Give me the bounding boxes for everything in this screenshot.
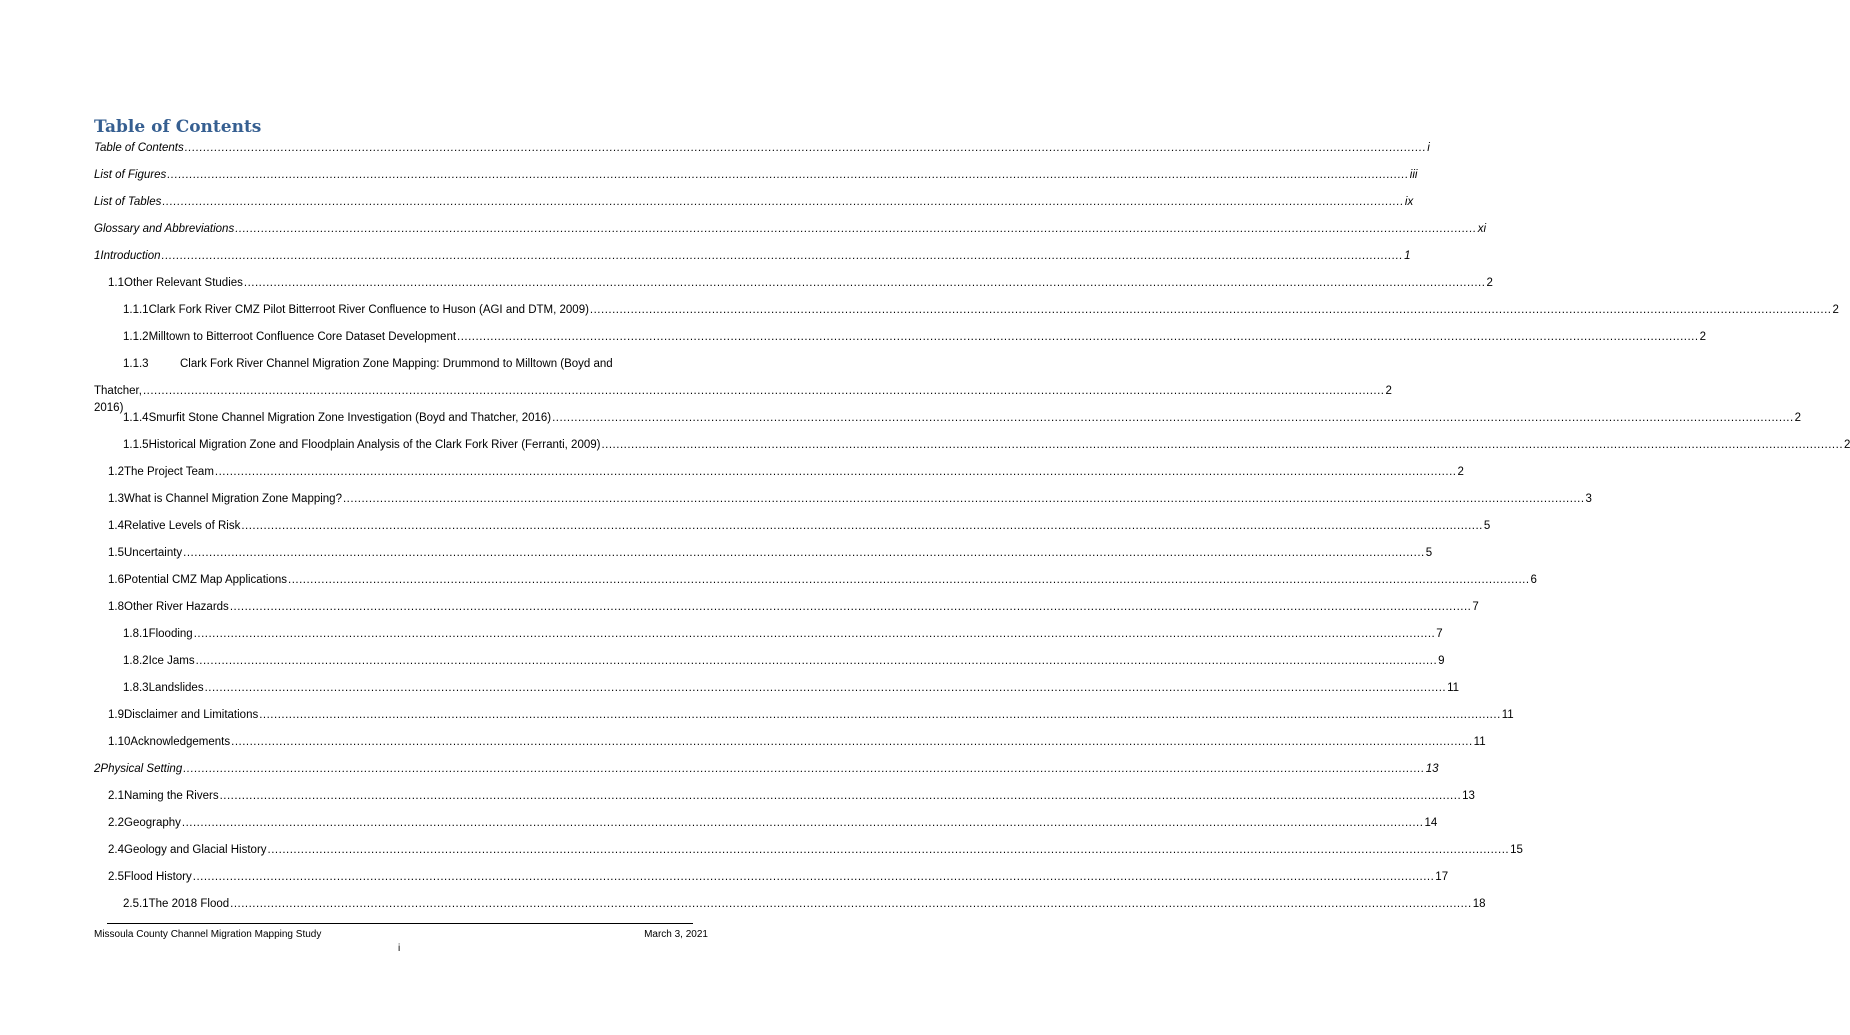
toc-entry-page: 13 (1425, 763, 1439, 775)
toc-entry-page: 11 (1473, 736, 1486, 748)
toc-dot-leader (193, 869, 1435, 886)
toc-entry[interactable] (94, 734, 1486, 761)
toc-dot-leader (220, 788, 1462, 805)
toc-entry[interactable] (94, 518, 1491, 545)
toc-entry-number: 1.8.1 (123, 628, 149, 640)
toc-dot-leader (205, 680, 1447, 697)
toc-dot-leader (235, 221, 1477, 238)
toc-entry-label: Glossary and Abbreviations (94, 223, 235, 235)
footer-page-number: i (398, 943, 401, 954)
toc-entry-page: 2 (1794, 412, 1802, 424)
toc-entry-number: 1.3 (108, 493, 124, 505)
toc-entry-label-continued: Thatcher, 2016) (94, 385, 142, 414)
toc-entry-number: 1.8.2 (123, 655, 149, 667)
toc-dot-leader (162, 248, 1404, 265)
toc-entry-page: 2 (1457, 466, 1464, 478)
toc-entry-number: 1.8 (108, 601, 124, 613)
toc-entry-label: Uncertainty (124, 547, 183, 559)
toc-dot-leader (601, 437, 1843, 454)
toc-entry-number: 1.1.3 (123, 358, 149, 370)
toc-entry[interactable] (94, 842, 1523, 869)
toc-entry-page: 5 (1425, 547, 1433, 559)
toc-entry[interactable] (94, 410, 1802, 437)
toc-entry-number: 1.6 (108, 574, 124, 586)
toc-entry-label: Historical Migration Zone and Floodplain Analysis of the Clark Fork River (Ferranti, 2009) (148, 439, 601, 451)
toc-dot-leader (185, 140, 1427, 157)
toc-entry[interactable] (94, 356, 1392, 414)
toc-entry-number: 2.5.1 (123, 898, 149, 910)
toc-dot-leader (162, 194, 1404, 211)
toc-entry-label: Other Relevant Studies (124, 277, 243, 289)
toc-entry[interactable] (94, 545, 1433, 572)
toc-dot-leader (590, 302, 1832, 319)
toc-entry-number: 1.9 (108, 709, 124, 721)
footer-divider (107, 923, 693, 924)
toc-dot-leader (182, 815, 1424, 832)
toc-entry-label: Disclaimer and Limitations (124, 709, 259, 721)
toc-entry[interactable] (94, 302, 1839, 329)
toc-dot-leader (552, 410, 1794, 427)
toc-entry-page: 14 (1424, 817, 1438, 829)
toc-entry-label: The 2018 Flood (148, 898, 230, 910)
toc-dot-leader (183, 545, 1425, 562)
toc-entry[interactable] (94, 437, 1850, 464)
toc-dot-leader (259, 707, 1501, 724)
toc-entry[interactable] (94, 653, 1445, 680)
toc-entry-page: 7 (1436, 628, 1443, 640)
toc-entry-page: 3 (1585, 493, 1592, 505)
toc-entry-page: 6 (1530, 574, 1537, 586)
toc-entry-page: 2 (1699, 331, 1706, 343)
toc-entry-page: 2 (1486, 277, 1493, 289)
toc-dot-leader (241, 518, 1483, 535)
toc-entry-page: ix (1404, 196, 1414, 208)
toc-dot-leader (230, 599, 1472, 616)
toc-entry[interactable] (94, 815, 1438, 842)
toc-entry[interactable] (94, 248, 1411, 275)
toc-entry-page: 1 (1404, 250, 1411, 262)
toc-entry[interactable] (94, 788, 1475, 815)
toc-entry[interactable] (94, 194, 1414, 221)
page-title: Table of Contents (94, 117, 262, 137)
toc-entry-label: Relative Levels of Risk (124, 520, 241, 532)
toc-dot-leader (194, 626, 1436, 643)
toc-entry-label: Physical Setting (100, 763, 183, 775)
toc-dot-leader (143, 383, 1385, 400)
toc-entry-label: Landslides (148, 682, 204, 694)
toc-entry-page: xi (1477, 223, 1487, 235)
toc-dot-leader (183, 761, 1425, 778)
toc-entry-number: 1.5 (108, 547, 124, 559)
toc-entry-number: 1.2 (108, 466, 124, 478)
toc-entry-number: 1.1.4 (123, 412, 149, 424)
toc-entry-label: Other River Hazards (124, 601, 229, 613)
toc-dot-leader (268, 842, 1510, 859)
toc-entry-number: 1 (94, 250, 101, 262)
toc-entry-label: Geography (124, 817, 181, 829)
toc-dot-leader (230, 896, 1472, 913)
toc-entry-label: Clark Fork River CMZ Pilot Bitterroot River Confluence to Huson (AGI and DTM, 2009) (148, 304, 589, 316)
toc-entry[interactable] (94, 329, 1706, 356)
toc-entry-label: What is Channel Migration Zone Mapping? (124, 493, 342, 505)
toc-dot-leader (167, 167, 1409, 184)
toc-entry-label: The Project Team (124, 466, 214, 478)
toc-dot-leader (215, 464, 1457, 481)
toc-entry-number: 1.8.3 (123, 682, 149, 694)
toc-entry-number: 1.1.1 (123, 304, 149, 316)
toc-entry-label: Acknowledgements (130, 736, 231, 748)
toc-entry[interactable] (94, 626, 1443, 653)
toc-entry-page: i (1427, 142, 1430, 154)
toc-entry-label: Flood History (124, 871, 192, 883)
toc-entry-label: Milltown to Bitterroot Confluence Core Dataset Development (148, 331, 457, 343)
toc-list (94, 140, 1850, 923)
toc-entry[interactable] (94, 275, 1493, 302)
toc-entry-page: 11 (1447, 682, 1460, 694)
toc-entry-number: 1.1.5 (123, 439, 149, 451)
toc-entry-page: 15 (1510, 844, 1523, 856)
toc-entry-label: Smurfit Stone Channel Migration Zone Investigation (Boyd and Thatcher, 2016) (148, 412, 552, 424)
toc-entry-label: Naming the Rivers (124, 790, 219, 802)
toc-entry[interactable] (94, 221, 1487, 248)
toc-dot-leader (343, 491, 1585, 508)
toc-entry-label: List of Tables (94, 196, 162, 208)
toc-dot-leader (196, 653, 1438, 670)
toc-entry-page: 13 (1462, 790, 1475, 802)
toc-entry-number: 1.1 (108, 277, 124, 289)
toc-entry[interactable] (94, 572, 1537, 599)
toc-entry-number: 2.5 (108, 871, 124, 883)
toc-entry-page: iii (1409, 169, 1418, 181)
toc-entry-number: 2.1 (108, 790, 124, 802)
toc-entry-number: 1.4 (108, 520, 124, 532)
toc-entry[interactable] (94, 869, 1449, 896)
toc-entry-label: Flooding (148, 628, 193, 640)
toc-entry-page: 17 (1435, 871, 1449, 883)
toc-entry[interactable] (94, 707, 1514, 734)
toc-entry-label: Table of Contents (94, 142, 184, 154)
toc-entry-number: 2 (94, 763, 101, 775)
toc-entry-page: 18 (1472, 898, 1486, 910)
toc-entry[interactable] (94, 761, 1439, 788)
toc-entry-number: 2.4 (108, 844, 124, 856)
toc-entry[interactable] (94, 680, 1460, 707)
toc-dot-leader (244, 275, 1486, 292)
toc-entry[interactable] (94, 896, 1486, 923)
toc-entry-page: 11 (1501, 709, 1514, 721)
toc-entry[interactable] (94, 167, 1418, 194)
toc-dot-leader (457, 329, 1699, 346)
toc-entry-number: 1.1.2 (123, 331, 149, 343)
toc-entry-page: 9 (1438, 655, 1445, 667)
toc-entry-number: 1.10 (108, 736, 131, 748)
toc-entry[interactable] (94, 491, 1592, 518)
toc-entry-label: Introduction (100, 250, 161, 262)
toc-dot-leader (231, 734, 1473, 751)
toc-entry-page: 7 (1472, 601, 1479, 613)
toc-entry-label: Clark Fork River Channel Migration Zone Mapping: Drummond to Milltown (Boyd and (180, 358, 613, 370)
toc-entry[interactable] (94, 464, 1464, 491)
toc-entry[interactable] (94, 140, 1430, 167)
toc-entry-label: Geology and Glacial History (124, 844, 267, 856)
toc-entry-page: 2 (1385, 385, 1392, 397)
footer-date: March 3, 2021 (644, 929, 708, 940)
toc-entry-label: List of Figures (94, 169, 167, 181)
toc-entry[interactable] (94, 599, 1479, 626)
toc-entry-page: 2 (1844, 439, 1850, 451)
toc-entry-label: Ice Jams (148, 655, 195, 667)
toc-entry-page: 5 (1483, 520, 1491, 532)
toc-dot-leader (288, 572, 1530, 589)
toc-entry-label: Potential CMZ Map Applications (124, 574, 287, 586)
toc-entry-number: 2.2 (108, 817, 124, 829)
footer-document-title: Missoula County Channel Migration Mapping Study (94, 929, 322, 940)
toc-entry-page: 2 (1832, 304, 1839, 316)
